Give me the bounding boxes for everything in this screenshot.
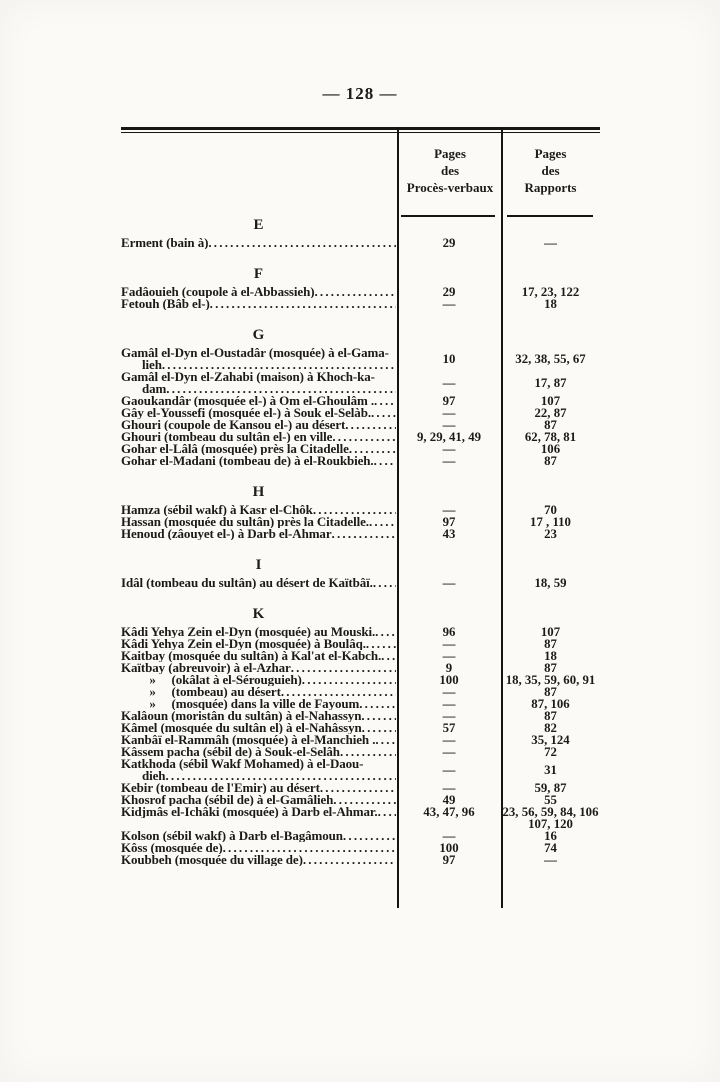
entry-name-text: Katkhoda (sébil Wakf Mohamed) à el-Daou- bbox=[121, 758, 364, 771]
section-G bbox=[121, 328, 600, 467]
entry-name-text: Kâdi Yehya Zein el-Dyn (mosquée) à Boulâq. bbox=[121, 638, 366, 650]
entry-name bbox=[121, 806, 397, 818]
entry-name bbox=[121, 854, 397, 866]
index-entry bbox=[121, 395, 600, 407]
rapport-value: — bbox=[544, 853, 557, 867]
dot-leader bbox=[374, 395, 396, 407]
entry-name bbox=[121, 455, 397, 467]
entry-name-line bbox=[121, 395, 396, 407]
entry-name-line bbox=[121, 746, 396, 758]
entry-name-line bbox=[121, 237, 396, 249]
pv-value: 100 bbox=[439, 841, 459, 855]
entry-name bbox=[121, 407, 397, 419]
dot-leader bbox=[362, 722, 396, 734]
index-entry bbox=[121, 237, 600, 249]
entry-name-line bbox=[121, 626, 396, 638]
pv-pages bbox=[397, 746, 501, 758]
entry-name-text: Kâdi Yehya Zein el-Dyn (mosquée) au Mouski. bbox=[121, 626, 376, 638]
section-letter: F bbox=[253, 266, 265, 282]
col-header-line: Pages bbox=[434, 146, 466, 161]
dot-leader bbox=[373, 577, 396, 589]
entry-name-text: Gaoukandâr (mosquée el-) à Om el-Ghoulâm . bbox=[121, 395, 375, 407]
entry-name bbox=[121, 830, 397, 842]
entry-name bbox=[121, 626, 397, 638]
entry-name-line bbox=[121, 674, 396, 686]
col-header-line: des bbox=[541, 163, 560, 178]
dot-leader bbox=[381, 650, 396, 662]
entry-name-text: Kolson (sébil wakf) à Darb el-Bagâmoun bbox=[121, 830, 343, 842]
index-entry bbox=[121, 746, 600, 758]
rapport-pages bbox=[501, 577, 600, 589]
pv-pages bbox=[397, 237, 501, 249]
rapport-value: 16 bbox=[544, 829, 557, 843]
entry-name-line bbox=[121, 650, 396, 662]
rapport-pages bbox=[501, 854, 600, 866]
entry-name-text: Kebir (tombeau de l'Emir) au désert bbox=[121, 782, 320, 794]
col-header-proces-verbaux bbox=[399, 145, 501, 196]
entry-name-text: Fadâouieh (coupole à el-Abbassieh) bbox=[121, 286, 315, 298]
entry-name bbox=[121, 347, 397, 371]
section-H bbox=[121, 485, 600, 540]
dot-leader bbox=[291, 662, 396, 674]
rapport-value: 17, 87 bbox=[534, 376, 567, 390]
pv-value: — bbox=[442, 637, 456, 651]
entry-name-line bbox=[121, 842, 396, 854]
dot-leader bbox=[313, 504, 396, 516]
entry-name-text: Kôss (mosquée de) bbox=[121, 842, 223, 854]
index-table bbox=[121, 127, 600, 866]
rapport-value: 87 bbox=[544, 661, 557, 675]
rapport-value: 72 bbox=[544, 745, 557, 759]
pv-value: 97 bbox=[442, 394, 456, 408]
pv-value: — bbox=[442, 297, 456, 311]
dot-leader bbox=[210, 298, 396, 310]
entry-name-text: Fetouh (Bâb el-) bbox=[121, 298, 210, 310]
index-entry bbox=[121, 626, 600, 638]
dot-leader bbox=[314, 286, 396, 298]
pv-value: — bbox=[442, 503, 456, 517]
index-entry bbox=[121, 516, 600, 528]
entry-name-line bbox=[121, 638, 396, 650]
col-header-rapports bbox=[501, 145, 600, 196]
rapport-pages bbox=[501, 455, 600, 467]
col-header-line: Procès-verbaux bbox=[406, 180, 494, 195]
entry-name bbox=[121, 371, 397, 395]
entry-name bbox=[121, 758, 397, 782]
entry-name-line bbox=[121, 431, 396, 443]
entry-name bbox=[121, 504, 397, 516]
index-entry bbox=[121, 686, 600, 698]
dot-leader bbox=[281, 686, 396, 698]
dot-leader bbox=[375, 734, 396, 746]
entry-name-line bbox=[121, 577, 396, 589]
entry-name-text: Gamâl el-Dyn el-Oustadâr (mosquée) à el-Gama- bbox=[121, 347, 389, 360]
dot-leader bbox=[378, 806, 396, 818]
index-entry bbox=[121, 710, 600, 722]
rapport-value: 107, 120 bbox=[528, 817, 573, 831]
index-entry bbox=[121, 674, 600, 686]
entry-name bbox=[121, 746, 397, 758]
rapport-value: 18 bbox=[544, 297, 557, 311]
dot-leader bbox=[345, 419, 396, 431]
pv-value: 97 bbox=[442, 853, 456, 867]
rapport-value: 87, 106 bbox=[531, 697, 570, 711]
index-entry bbox=[121, 298, 600, 310]
entry-name bbox=[121, 722, 397, 734]
index-entry bbox=[121, 722, 600, 734]
pv-value: — bbox=[442, 576, 456, 590]
rapport-value: 18 bbox=[544, 649, 557, 663]
section-I bbox=[121, 558, 600, 589]
pv-pages bbox=[397, 854, 501, 866]
index-entry bbox=[121, 371, 600, 395]
index-entry bbox=[121, 806, 600, 830]
entry-name-text: Kaitbay (mosquée du sultân) à Kal'at el-Kabch. bbox=[121, 650, 382, 662]
pv-value: 100 bbox=[439, 673, 459, 687]
entry-name-line bbox=[121, 686, 396, 698]
page-number: — 128 — bbox=[322, 84, 398, 103]
col-header-line: Pages bbox=[534, 146, 567, 161]
dot-leader bbox=[162, 359, 396, 371]
rapport-value: 55 bbox=[544, 793, 557, 807]
rapport-value: 22, 87 bbox=[534, 406, 567, 420]
rapports-header-rule bbox=[507, 215, 593, 217]
index-entry bbox=[121, 528, 600, 540]
pv-value: 29 bbox=[442, 236, 456, 250]
rapport-value: 87 bbox=[544, 418, 557, 432]
pv-pages bbox=[397, 353, 501, 365]
entry-name bbox=[121, 443, 397, 455]
entry-name bbox=[121, 710, 397, 722]
entry-name-line bbox=[121, 455, 396, 467]
pv-pages bbox=[397, 455, 501, 467]
rapport-value: 17, 23, 122 bbox=[521, 285, 580, 299]
dot-leader bbox=[333, 794, 396, 806]
section-letter: E bbox=[253, 217, 265, 233]
dot-leader bbox=[349, 443, 396, 455]
index-entry bbox=[121, 650, 600, 662]
pv-value: 9, 29, 41, 49 bbox=[417, 430, 481, 444]
entry-name bbox=[121, 782, 397, 794]
rapport-value: 87 bbox=[544, 709, 557, 723]
entry-name-line bbox=[121, 516, 396, 528]
entry-name-line bbox=[121, 806, 396, 818]
index-entry bbox=[121, 455, 600, 467]
index-entry bbox=[121, 638, 600, 650]
entry-name-line bbox=[121, 359, 396, 371]
entry-name-text: Henoud (zâouyet el-) à Darb el-Ahmar bbox=[121, 528, 332, 540]
rapport-pages bbox=[501, 377, 600, 389]
pv-pages bbox=[397, 528, 501, 540]
rapport-value: 23 bbox=[544, 527, 557, 541]
index-entry bbox=[121, 758, 600, 782]
pv-pages bbox=[397, 764, 501, 776]
entry-name bbox=[121, 431, 397, 443]
pv-value: 43 bbox=[442, 527, 456, 541]
column-divider-1 bbox=[397, 127, 399, 908]
index-table-body bbox=[121, 218, 600, 866]
entry-name-line bbox=[121, 782, 396, 794]
entry-name bbox=[121, 638, 397, 650]
entry-name-text: Gây el-Youssefi (mosquée el-) à Souk el-Selàb. bbox=[121, 407, 371, 419]
col-header-line: Rapports bbox=[524, 180, 577, 195]
dot-leader bbox=[165, 770, 396, 782]
pv-value: — bbox=[442, 709, 456, 723]
entry-name-text: Kalâoun (moristân du sultân) à el-Nahassyn bbox=[121, 710, 362, 722]
dot-leader bbox=[340, 746, 396, 758]
rapport-pages bbox=[501, 764, 600, 776]
section-F bbox=[121, 267, 600, 310]
entry-name-line bbox=[121, 794, 396, 806]
entry-name bbox=[121, 842, 397, 854]
rapport-value: 62, 78, 81 bbox=[524, 430, 577, 444]
dot-leader bbox=[332, 528, 396, 540]
pv-value: 57 bbox=[442, 721, 456, 735]
rapport-value: 23, 56, 59, 84, 106 bbox=[502, 805, 599, 819]
section-letter: K bbox=[252, 606, 266, 622]
pv-value: — bbox=[442, 418, 456, 432]
index-entry bbox=[121, 577, 600, 589]
rapport-value: 107 bbox=[540, 394, 561, 408]
dot-leader bbox=[361, 710, 396, 722]
dot-leader bbox=[302, 674, 396, 686]
pv-pages bbox=[397, 577, 501, 589]
entry-name-line bbox=[121, 854, 396, 866]
entry-name-text: Kidjmâs el-Ichâki (mosquée) à Darb el-Ahmar. bbox=[121, 806, 378, 818]
entry-name bbox=[121, 419, 397, 431]
pv-pages bbox=[397, 377, 501, 389]
name-column-spacer bbox=[121, 145, 399, 196]
section-letter: H bbox=[252, 484, 266, 500]
entry-name-text: Gohar el-Lâlâ (mosquée) près la Citadelle bbox=[121, 443, 349, 455]
entry-name bbox=[121, 698, 397, 710]
rapport-pages bbox=[501, 806, 600, 830]
rapport-value: 17 , 110 bbox=[530, 515, 571, 529]
rapport-value: 59, 87 bbox=[534, 781, 567, 795]
pv-value: — bbox=[442, 829, 456, 843]
entry-name-text: Ghouri (tombeau du sultân el-) en ville bbox=[121, 431, 333, 443]
dot-leader bbox=[332, 431, 396, 443]
entry-name-line bbox=[121, 662, 396, 674]
rapport-pages bbox=[501, 298, 600, 310]
entry-name-text: dieh bbox=[142, 768, 166, 782]
entry-name bbox=[121, 395, 397, 407]
index-entry bbox=[121, 443, 600, 455]
pv-value: — bbox=[442, 376, 456, 390]
entry-name-text: Hamza (sébil wakf) à Kasr el-Chôk bbox=[121, 504, 313, 516]
entry-name-line bbox=[121, 528, 396, 540]
rapport-value: 18, 59 bbox=[534, 576, 567, 590]
dot-leader bbox=[369, 516, 396, 528]
dot-leader bbox=[223, 842, 396, 854]
index-entry bbox=[121, 782, 600, 794]
entry-name-line bbox=[121, 722, 396, 734]
rapport-value: 87 bbox=[544, 454, 557, 468]
pv-value: — bbox=[442, 733, 456, 747]
entry-name-text: » (okâlat à el-Sérouguieh) bbox=[121, 674, 302, 686]
pv-value: 49 bbox=[442, 793, 456, 807]
rapport-value: 82 bbox=[544, 721, 557, 735]
index-entry bbox=[121, 347, 600, 371]
pv-value: 10 bbox=[442, 352, 456, 366]
dot-leader bbox=[320, 782, 396, 794]
index-entry bbox=[121, 504, 600, 516]
entry-name-line bbox=[121, 407, 396, 419]
dot-leader bbox=[359, 698, 396, 710]
pv-pages bbox=[397, 298, 501, 310]
entry-name-text: Idâl (tombeau du sultân) au désert de Kaïtbâï. bbox=[121, 577, 373, 589]
entry-name-text: lieh bbox=[142, 357, 162, 371]
pv-pages bbox=[397, 806, 501, 818]
dot-leader bbox=[208, 237, 396, 249]
entry-name bbox=[121, 516, 397, 528]
col-header-line: des bbox=[440, 163, 460, 178]
rapport-pages bbox=[501, 353, 600, 365]
entry-name-text: dam bbox=[142, 381, 167, 395]
rapport-pages bbox=[501, 746, 600, 758]
entry-name-text: Ghouri (coupole de Kansou el-) au désert bbox=[121, 419, 346, 431]
rapport-value: 35, 124 bbox=[531, 733, 570, 747]
entry-name bbox=[121, 674, 397, 686]
entry-name bbox=[121, 298, 397, 310]
entry-name-line bbox=[121, 347, 396, 359]
entry-name-text: Kâmel (mosquée du sultân el) à el-Nahâssyn bbox=[121, 722, 362, 734]
section-K bbox=[121, 607, 600, 866]
rapport-value: 18, 35, 59, 60, 91 bbox=[505, 673, 596, 687]
entry-name-text: Koubbeh (mosquée du village de) bbox=[121, 854, 303, 866]
pv-value: — bbox=[442, 442, 456, 456]
pv-value: 9 bbox=[445, 661, 453, 675]
index-entry bbox=[121, 830, 600, 842]
pv-value: 97 bbox=[442, 515, 456, 529]
rapport-value: 70 bbox=[544, 503, 557, 517]
section-letter: I bbox=[255, 557, 263, 573]
pv-value: — bbox=[442, 745, 456, 759]
rapport-value: 74 bbox=[544, 841, 557, 855]
dot-leader bbox=[374, 455, 396, 467]
index-entry bbox=[121, 854, 600, 866]
rapport-value: 87 bbox=[544, 637, 557, 651]
pv-header-rule bbox=[401, 215, 495, 217]
pv-value: 96 bbox=[442, 625, 456, 639]
entry-name-line bbox=[121, 710, 396, 722]
pv-value: — bbox=[442, 454, 456, 468]
entry-name-line bbox=[121, 770, 396, 782]
entry-name bbox=[121, 686, 397, 698]
rapport-pages bbox=[501, 528, 600, 540]
entry-name bbox=[121, 528, 397, 540]
index-entry bbox=[121, 842, 600, 854]
dot-leader bbox=[375, 626, 396, 638]
entry-name-line bbox=[121, 734, 396, 746]
index-entry bbox=[121, 734, 600, 746]
entry-name-text: Gohar el-Madani (tombeau de) à el-Roukbieh. bbox=[121, 455, 374, 467]
pv-value: — bbox=[442, 406, 456, 420]
entry-name-line bbox=[121, 383, 396, 395]
rapport-value: — bbox=[544, 236, 557, 250]
entry-name-line bbox=[121, 698, 396, 710]
entry-name bbox=[121, 237, 397, 249]
table-header-row bbox=[121, 133, 600, 196]
pv-value: — bbox=[442, 763, 456, 777]
section-E bbox=[121, 218, 600, 249]
dot-leader bbox=[166, 383, 396, 395]
dot-leader bbox=[366, 638, 396, 650]
entry-name-text: » (tombeau) au désert bbox=[121, 686, 281, 698]
entry-name bbox=[121, 577, 397, 589]
entry-name bbox=[121, 794, 397, 806]
dot-leader bbox=[303, 854, 396, 866]
rapport-value: 87 bbox=[544, 685, 557, 699]
pv-value: — bbox=[442, 649, 456, 663]
entry-name-text: Erment (bain à) bbox=[121, 237, 209, 249]
rapport-value: 32, 38, 55, 67 bbox=[515, 352, 586, 366]
entry-name-line bbox=[121, 286, 396, 298]
dot-leader bbox=[343, 830, 396, 842]
pv-value: — bbox=[442, 697, 456, 711]
entry-name-line bbox=[121, 504, 396, 516]
index-entry bbox=[121, 431, 600, 443]
entry-name-line bbox=[121, 298, 396, 310]
entry-name-text: Hassan (mosquée du sultân) près la Citadelle. bbox=[121, 516, 369, 528]
pv-value: — bbox=[442, 685, 456, 699]
index-entry bbox=[121, 698, 600, 710]
entry-name-text: Kanbâï el-Rammâh (mosquée) à el-Manchieh . bbox=[121, 734, 376, 746]
rapport-value: 31 bbox=[544, 763, 557, 777]
index-entry bbox=[121, 286, 600, 298]
entry-name-line bbox=[121, 419, 396, 431]
entry-name-text: Gamâl el-Dyn el-Zahabi (maison) à Khoch-ka- bbox=[121, 371, 375, 384]
dot-leader bbox=[371, 407, 396, 419]
pv-value: 29 bbox=[442, 285, 456, 299]
column-divider-2 bbox=[501, 127, 503, 908]
entry-name bbox=[121, 286, 397, 298]
entry-name bbox=[121, 734, 397, 746]
entry-name-text: Kaïtbay (abreuvoir) à el-Azhar bbox=[121, 662, 291, 674]
pv-value: — bbox=[442, 781, 456, 795]
rapport-pages bbox=[501, 237, 600, 249]
entry-name-line bbox=[121, 443, 396, 455]
index-entry bbox=[121, 407, 600, 419]
entry-name-text: Kâssem pacha (sébil de) à Souk-el-Selâh bbox=[121, 746, 340, 758]
entry-name-text: Khosrof pacha (sébil de) à el-Gamâlieh bbox=[121, 794, 334, 806]
entry-name-text: » (mosquée) dans la ville de Fayoum bbox=[121, 698, 360, 710]
entry-name bbox=[121, 650, 397, 662]
entry-name-line bbox=[121, 830, 396, 842]
pv-value: 43, 47, 96 bbox=[423, 805, 475, 819]
section-letter: G bbox=[252, 327, 266, 343]
rapport-value: 106 bbox=[540, 442, 561, 456]
rapport-value: 107 bbox=[540, 625, 561, 639]
entry-name bbox=[121, 662, 397, 674]
